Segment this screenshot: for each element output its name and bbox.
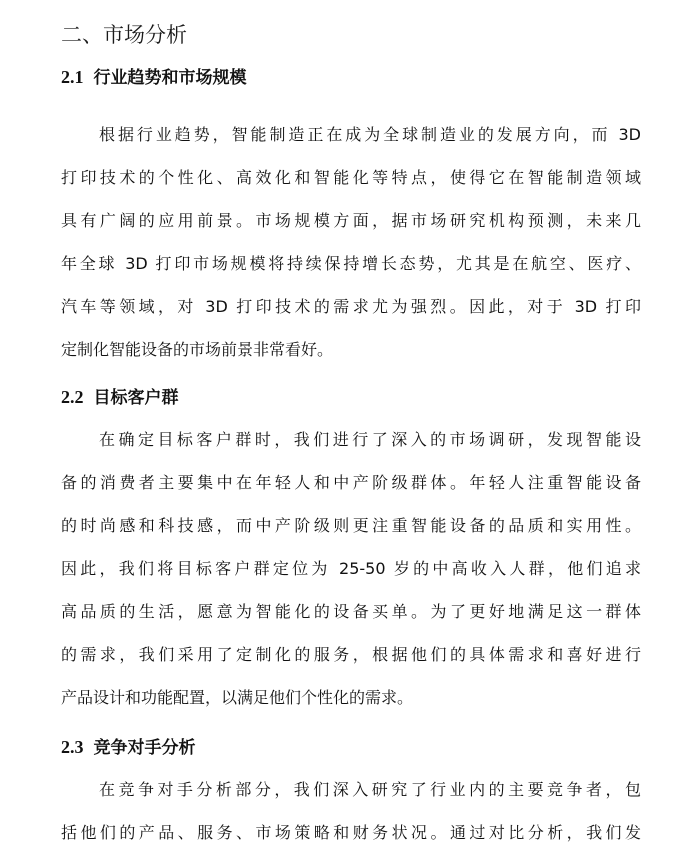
paragraph-line: 具有广阔的应用前景。市场规模方面，据市场研究机构预测，未来几: [61, 211, 641, 230]
section-number: 2.1: [61, 67, 84, 87]
section-heading-2-2: [61, 383, 179, 411]
paragraph-line: 的需求，我们采用了定制化的服务，根据他们的具体需求和喜好进行: [61, 645, 641, 664]
paragraph-line: 定制化智能设备的市场前景非常看好。: [61, 340, 334, 359]
paragraph-line: 根据行业趋势，智能制造正在成为全球制造业的发展方向，而 3D: [99, 125, 641, 144]
paragraph-line: 汽车等领域，对 3D 打印技术的需求尤为强烈。因此，对于 3D 打印: [61, 297, 641, 316]
section-number: 2.2: [61, 387, 84, 407]
section-2-3-paragraph: [61, 768, 641, 854]
paragraph-line: 打印技术的个性化、高效化和智能化等特点，使得它在智能制造领域: [61, 168, 641, 187]
paragraph-line: 产品设计和功能配置，以满足他们个性化的需求。: [61, 688, 414, 707]
paragraph-line: 在竞争对手分析部分，我们深入研究了行业内的主要竞争者，包: [99, 780, 641, 799]
section-number: 2.3: [61, 737, 84, 757]
paragraph-line: 高品质的生活，愿意为智能化的设备买单。为了更好地满足这一群体: [61, 602, 641, 621]
section-heading-2-1: [61, 63, 247, 91]
paragraph-line: 的时尚感和科技感，而中产阶级则更注重智能设备的品质和实用性。: [61, 516, 641, 535]
paragraph-line: 因此，我们将目标客户群定位为 25-50 岁的中高收入人群，他们追求: [61, 559, 641, 578]
chapter-heading: 二、市场分析: [61, 23, 187, 47]
section-title: 目标客户群: [93, 388, 179, 408]
paragraph-line: 年全球 3D 打印市场规模将持续保持增长态势，尤其是在航空、医疗、: [61, 254, 641, 273]
section-2-1-paragraph: [61, 113, 641, 371]
section-title: 行业趋势和市场规模: [93, 68, 247, 88]
section-2-2-paragraph: [61, 418, 641, 719]
paragraph-line: 括他们的产品、服务、市场策略和财务状况。通过对比分析，我们发: [61, 823, 641, 842]
section-heading-2-3: [61, 733, 196, 761]
paragraph-line: 在确定目标客户群时，我们进行了深入的市场调研，发现智能设: [99, 430, 641, 449]
paragraph-line: 备的消费者主要集中在年轻人和中产阶级群体。年轻人注重智能设备: [61, 473, 641, 492]
section-title: 竞争对手分析: [93, 738, 196, 758]
